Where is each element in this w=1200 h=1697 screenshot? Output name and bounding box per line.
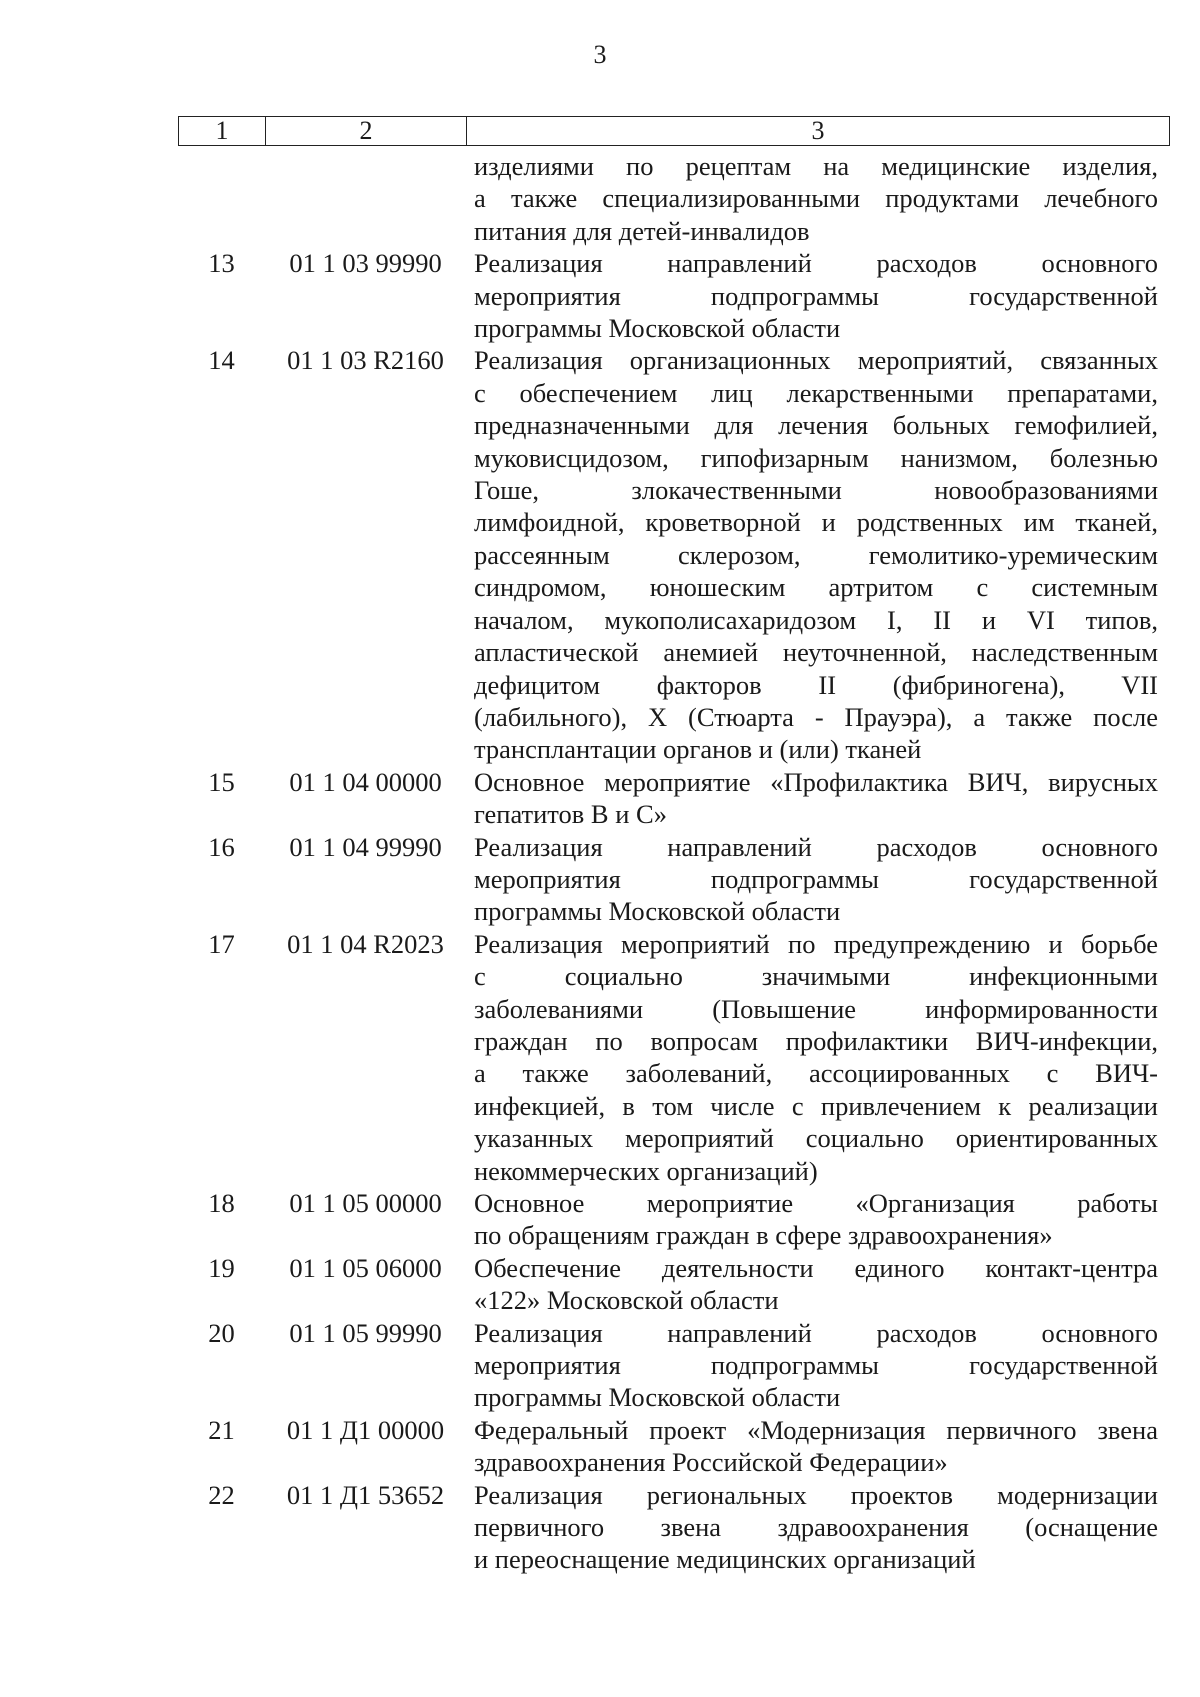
description-line: лимфоидной, кроветворной и родственных им тканей, <box>474 507 1158 538</box>
description-line: Обеспечение деятельности единого контакт-центра <box>474 1252 1158 1283</box>
description-line: синдромом, юношеским артритом с системным <box>474 572 1158 603</box>
description-line: заболеваниями (Повышение информированности <box>474 993 1158 1024</box>
description-line: Основное мероприятие «Профилактика ВИЧ, вирусных <box>474 766 1158 797</box>
description-line: с обеспечением лиц лекарственными препаратами, <box>474 377 1158 408</box>
row-code: 01 1 04 99990 <box>289 831 442 862</box>
header-col-1: 1 <box>179 117 266 145</box>
table-row <box>178 1414 1170 1479</box>
table-row <box>178 1317 1170 1414</box>
description-line: Основное мероприятие «Организация работы <box>474 1188 1158 1218</box>
table-row <box>178 1187 1170 1252</box>
table-row <box>178 247 1170 344</box>
row-number: 13 <box>208 248 235 279</box>
description-line: по обращениям граждан в сфере здравоохранения» <box>474 1220 1053 1251</box>
description-line: здравоохранения Российской Федерации» <box>474 1447 948 1478</box>
row-number: 22 <box>208 1479 235 1510</box>
description-line: апластической анемией неуточненной, наследственным <box>474 637 1158 668</box>
header-col-3: 3 <box>811 116 825 145</box>
row-number: 21 <box>208 1414 235 1445</box>
table-body <box>178 150 1170 1576</box>
description-line: дефицитом факторов II (фибриногена), VII <box>474 669 1158 700</box>
description-line: Реализация региональных проектов модернизации <box>474 1479 1158 1510</box>
row-number: 18 <box>208 1188 235 1218</box>
row-description <box>466 1252 1170 1317</box>
description-line: а также заболеваний, ассоциированных с ВИЧ- <box>474 1058 1158 1089</box>
row-number: 16 <box>208 831 235 862</box>
row-code: 01 1 04 R2023 <box>287 928 444 959</box>
row-code <box>265 150 466 247</box>
description-line: (лабильного), X (Стюарта - Прауэра), а также после <box>474 701 1158 732</box>
table-row <box>178 1479 1170 1576</box>
description-line: а также специализированными продуктами лечебного <box>474 183 1158 214</box>
description-line: Реализация организационных мероприятий, связанных <box>474 345 1158 376</box>
row-code: 01 1 Д1 53652 <box>286 1479 445 1510</box>
description-line: питания для детей-инвалидов <box>474 215 810 246</box>
table-row <box>178 150 1170 247</box>
row-description <box>466 1317 1170 1414</box>
row-code: 01 1 05 06000 <box>289 1252 442 1283</box>
description-line: изделиями по рецептам на медицинские изделия, <box>474 151 1158 181</box>
row-code: 01 1 Д1 00000 <box>286 1414 445 1445</box>
description-line: мероприятия подпрограммы государственной <box>474 280 1158 311</box>
description-line: «122» Московской области <box>474 1285 779 1316</box>
table-row <box>178 1252 1170 1317</box>
description-line: Реализация мероприятий по предупреждению и борьбе <box>474 928 1158 959</box>
table-row <box>178 831 1170 928</box>
table-row <box>178 928 1170 1187</box>
description-line: первичного звена здравоохранения (оснащение <box>474 1512 1158 1543</box>
description-line: Реализация направлений расходов основного <box>474 831 1158 862</box>
row-code: 01 1 05 00000 <box>289 1188 442 1218</box>
row-number: 20 <box>208 1317 235 1348</box>
row-description <box>466 247 1170 344</box>
row-description <box>466 344 1170 765</box>
row-code: 01 1 03 R2160 <box>287 345 444 376</box>
description-line: Реализация направлений расходов основного <box>474 1317 1158 1348</box>
page-number: 3 <box>593 40 607 69</box>
row-description <box>466 1414 1170 1479</box>
row-number: 19 <box>208 1252 235 1283</box>
description-line: Федеральный проект «Модернизация первичного звена <box>474 1414 1158 1445</box>
description-line: трансплантации органов и (или) тканей <box>474 734 922 765</box>
description-line: инфекцией, в том числе с привлечением к реализации <box>474 1090 1158 1121</box>
description-line: Реализация направлений расходов основного <box>474 248 1158 279</box>
row-description <box>466 928 1170 1187</box>
description-line: программы Московской области <box>474 896 841 927</box>
row-number <box>178 150 265 247</box>
description-line: указанных мероприятий социально ориентированных <box>474 1123 1158 1154</box>
description-line: и переоснащение медицинских организаций <box>474 1544 976 1575</box>
table-row <box>178 766 1170 831</box>
description-line: мероприятия подпрограммы государственной <box>474 863 1158 894</box>
description-line: Гоше, злокачественными новообразованиями <box>474 475 1158 506</box>
row-code: 01 1 05 99990 <box>289 1317 442 1348</box>
table-header-row <box>178 116 1170 146</box>
row-code: 01 1 03 99990 <box>289 248 442 279</box>
description-line: граждан по вопросам профилактики ВИЧ-инфекции, <box>474 1025 1158 1056</box>
description-line: гепатитов В и С» <box>474 799 667 830</box>
description-line: программы Московской области <box>474 1382 841 1413</box>
row-number: 14 <box>208 345 235 376</box>
description-line: рассеянным склерозом, гемолитико-уремическим <box>474 539 1158 570</box>
row-number: 17 <box>208 928 235 959</box>
row-number: 15 <box>208 766 235 797</box>
description-line: программы Московской области <box>474 313 841 344</box>
row-description <box>466 150 1170 247</box>
description-line: с социально значимыми инфекционными <box>474 961 1158 992</box>
description-line: предназначенными для лечения больных гемофилией, <box>474 410 1158 441</box>
header-col-2: 2 <box>266 117 467 145</box>
row-description <box>466 831 1170 928</box>
description-line: некоммерческих организаций) <box>474 1155 818 1186</box>
row-code: 01 1 04 00000 <box>289 766 442 797</box>
row-description <box>466 1187 1170 1252</box>
row-description <box>466 766 1170 831</box>
table-row <box>178 344 1170 765</box>
description-line: началом, мукополисахаридозом I, II и VI типов, <box>474 604 1158 635</box>
description-line: мероприятия подпрограммы государственной <box>474 1350 1158 1381</box>
row-description <box>466 1479 1170 1576</box>
description-line: муковисцидозом, гипофизарным нанизмом, болезнью <box>474 442 1158 473</box>
